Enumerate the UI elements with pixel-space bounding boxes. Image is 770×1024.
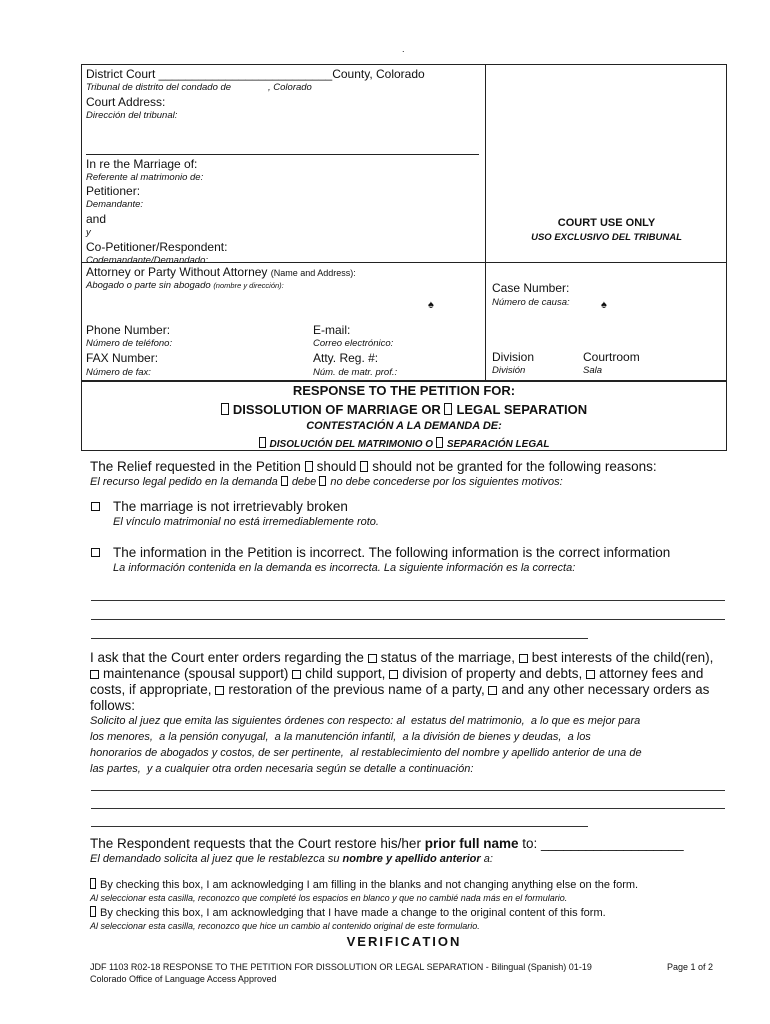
courtroom-label-es: Sala [583,365,603,376]
orders-line-2: maintenance (spousal support) child support, division of property and debts, attorney fees and [90,666,703,681]
copetitioner-label-es: Codemandante/Demandado: [86,255,209,262]
phone-label: Phone Number: [86,323,171,337]
attorney-label-es: Abogado o parte sin abogado (nombre y dirección): [86,280,284,291]
title-line-4: DISOLUCIÓN DEL MATRIMONIO O SEPARACIÓN LEGAL [81,437,727,450]
verification-heading: VERIFICATION [346,934,462,949]
case-number-label-es: Número de causa: [492,297,570,308]
court-address-label: Court Address: [86,95,166,109]
correct-info-line-2[interactable] [91,619,725,620]
no-debe-checkbox [319,476,326,486]
orders-es-1: Solicito al juez que emita las siguientes órdenes con respecto: al estatus del matrimonio, a lo que es mejor para [90,715,641,727]
atty-reg-label-es: Núm. de matr. prof.: [313,367,398,378]
court-address-label-es: Dirección del tribunal: [86,110,178,121]
orders-line-1: I ask that the Court enter orders regarding the status of the marriage, best interests of the child(ren), [90,650,714,665]
atty-reg-label: Atty. Reg. #: [313,351,379,365]
fax-label: FAX Number: [86,351,159,365]
child-support-checkbox[interactable] [292,670,301,679]
courtroom-label: Courtroom [583,350,640,364]
in-re-label: In re the Marriage of: [86,157,198,171]
correct-info-line-3[interactable] [91,638,588,639]
petitioner-label-es: Demandante: [86,199,144,210]
status-of-marriage-checkbox[interactable] [368,654,377,663]
orders-line-blank-3[interactable] [91,826,588,827]
court-use-only: COURT USE ONLY [557,217,656,229]
and-label: and [86,212,107,226]
opt1-label: The marriage is not irretrievably broken [113,499,348,514]
title-line-3: CONTESTACIÓN A LA DEMANDA DE: [306,420,502,432]
ack-line-2-es: Al seleccionar esta casilla, reconozco que hice un cambio al contenido original de este formulario. [90,921,480,931]
dissolution-checkbox[interactable] [221,403,229,415]
spade-marker-2: ♠ [601,299,607,311]
restore-line: The Respondent requests that the Court restore his/her prior full name to: ___________________ [90,836,684,851]
copetitioner-label: Co-Petitioner/Respondent: [86,240,228,254]
title-line-1: RESPONSE TO THE PETITION FOR: [292,383,516,398]
ack-change-checkbox[interactable] [90,906,96,917]
legal-separation-checkbox[interactable] [444,403,452,415]
relief-line: The Relief requested in the Petition should should not be granted for the following reasons: [90,459,657,474]
division-label-es: División [492,365,526,376]
ack-blanks-checkbox[interactable] [90,878,96,889]
phone-label-es: Número de teléfono: [86,338,173,349]
orders-line-blank-2[interactable] [91,808,725,809]
court-line: District Court __________________________County, Colorado [86,67,425,81]
orders-line-4: follows: [90,698,136,713]
caption-hline-1 [81,262,727,263]
court-address-line[interactable] [86,154,479,155]
division-label: Division [492,350,535,364]
division-property-checkbox[interactable] [389,670,398,679]
separacion-checkbox [436,437,443,448]
ack-line-2: By checking this box, I am acknowledging that I have made a change to the original content of this form. [90,906,606,919]
correct-info-line-1[interactable] [91,600,725,601]
disolucion-checkbox [259,437,266,448]
fax-label-es: Número de fax: [86,367,151,378]
case-number-label: Case Number: [492,281,570,295]
should-checkbox[interactable] [305,461,313,472]
spade-marker-1: ♠ [428,299,434,311]
and-label-es: y [86,227,91,238]
restoration-name-checkbox[interactable] [215,686,224,695]
relief-line-es: El recurso legal pedido en la demanda debe no debe concederse por los siguientes motivos: [90,476,563,488]
top-mark: . [402,44,405,54]
court-line-es: Tribunal de distrito del condado de , Colorado [86,82,312,93]
ack-line-1-es: Al seleccionar esta casilla, reconozco que completé los espacios en blanco y que no cambié nada más en el formulario. [90,893,568,903]
title-line-2: DISSOLUTION OF MARRIAGE OR LEGAL SEPARATION [81,402,727,417]
restore-line-es: El demandado solicita al juez que le restablezca su nombre y apellido anterior a: [90,853,493,865]
orders-line-3: costs, if appropriate, restoration of the previous name of a party, and any other necessary orders as [90,682,710,697]
orders-es-3: honorarios de abogados y costos, de ser pertinente, al restablecimiento del nombre y apellido anterior de una de [90,747,642,759]
info-incorrect-checkbox[interactable] [91,548,100,557]
email-label-es: Correo electrónico: [313,338,394,349]
attorney-label: Attorney or Party Without Attorney (Name and Address): [86,265,356,279]
footer-form-id: JDF 1103 R02-18 RESPONSE TO THE PETITION FOR DISSOLUTION OR LEGAL SEPARATION - Bilingual (Spanish) 01-19 [90,962,592,972]
footer-approved: Colorado Office of Language Access Approved [90,974,277,984]
attorney-fees-checkbox[interactable] [586,670,595,679]
email-label: E-mail: [313,323,351,337]
orders-es-4: las partes, y a cualquier otra orden necesaria según se detalle a continuación: [90,763,474,775]
orders-es-2: los menores, a la pensión conyugal, a la manutención infantil, a la división de bienes y deudas, a los [90,731,591,743]
should-not-checkbox[interactable] [360,461,368,472]
court-use-only-es: USO EXCLUSIVO DEL TRIBUNAL [531,232,682,243]
debe-checkbox [281,476,288,486]
maintenance-checkbox[interactable] [90,670,99,679]
in-re-label-es: Referente al matrimonio de: [86,172,204,183]
ack-line-1: By checking this box, I am acknowledging I am filling in the blanks and not changing anything else on the form. [90,878,638,891]
orders-line-blank-1[interactable] [91,790,725,791]
opt1-label-es: El vínculo matrimonial no está irremediablemente roto. [113,516,379,528]
footer-page: Page 1 of 2 [667,962,714,972]
not-broken-checkbox[interactable] [91,502,100,511]
petitioner-label: Petitioner: [86,184,141,198]
other-orders-checkbox[interactable] [488,686,497,695]
opt2-label: The information in the Petition is incorrect. The following information is the correct information [113,545,671,560]
best-interests-checkbox[interactable] [519,654,528,663]
opt2-label-es: La información contenida en la demanda es incorrecta. La siguiente información es la correcta: [113,562,576,574]
